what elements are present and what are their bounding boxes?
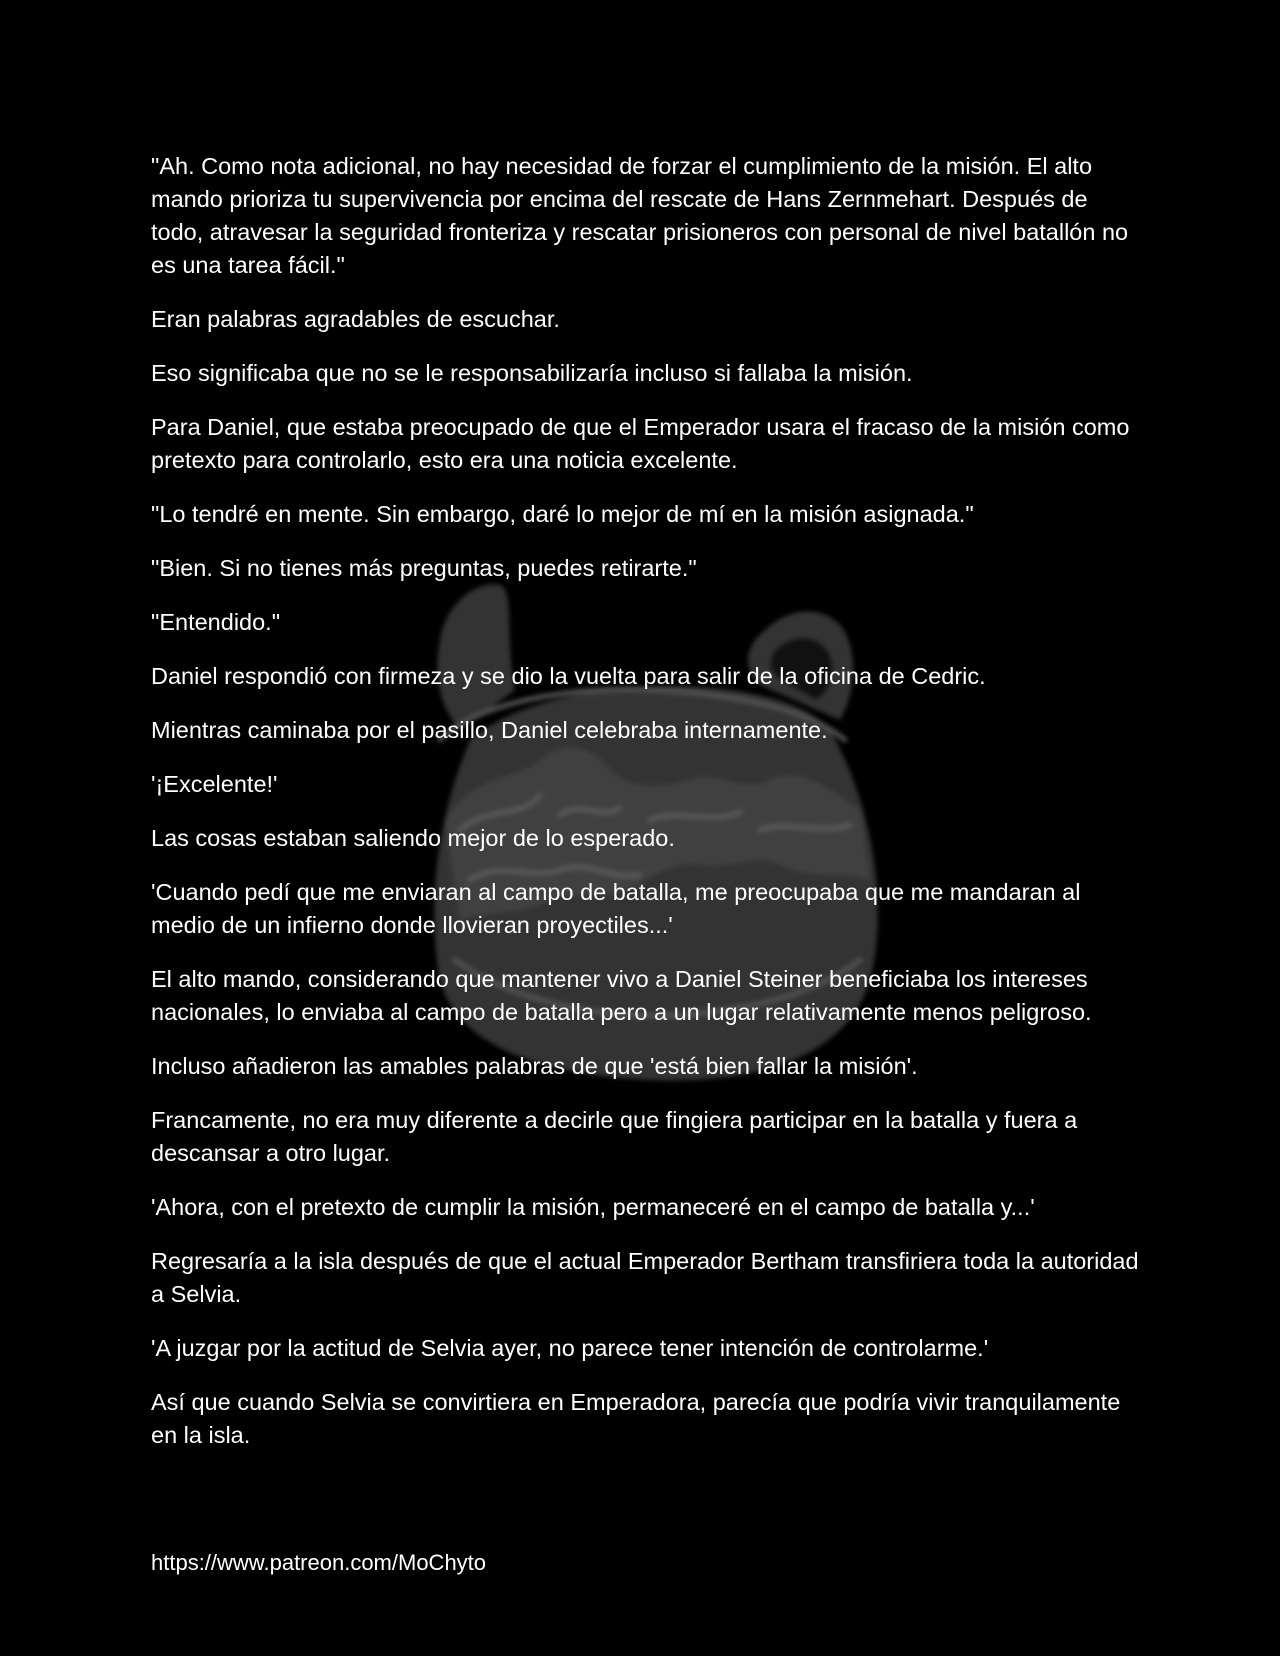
paragraph: "Entendido." [151, 609, 281, 635]
paragraph: Francamente, no era muy diferente a decirle que fingiera participar en la batalla y fuera a descansar a otro lugar. [151, 1107, 1078, 1166]
paragraph: Para Daniel, que estaba preocupado de que el Emperador usara el fracaso de la misión como pretexto para controlarlo, esto era una noticia excelente. [151, 414, 1130, 473]
paragraph: Regresaría a la isla después de que el actual Emperador Bertham transfiriera toda la autoridad a Selvia. [151, 1248, 1139, 1307]
paragraph: Incluso añadieron las amables palabras de que 'está bien fallar la misión'. [151, 1053, 918, 1079]
paragraph: Las cosas estaban saliendo mejor de lo esperado. [151, 825, 675, 851]
paragraph: 'Ahora, con el pretexto de cumplir la misión, permaneceré en el campo de batalla y...' [151, 1194, 1035, 1220]
chapter-text [151, 150, 1141, 1473]
paragraph: Daniel respondió con firmeza y se dio la vuelta para salir de la oficina de Cedric. [151, 663, 986, 689]
paragraph: Eran palabras agradables de escuchar. [151, 306, 560, 332]
paragraph: "Bien. Si no tienes más preguntas, puedes retirarte." [151, 555, 697, 581]
paragraph: 'A juzgar por la actitud de Selvia ayer, no parece tener intención de controlarme.' [151, 1335, 989, 1361]
paragraph: '¡Excelente!' [151, 771, 278, 797]
paragraph: Mientras caminaba por el pasillo, Daniel celebraba internamente. [151, 717, 828, 743]
paragraph: 'Cuando pedí que me enviaran al campo de batalla, me preocupaba que me mandaran al medio de un infierno donde llovieran proyectiles...' [151, 879, 1081, 938]
paragraph: Así que cuando Selvia se convirtiera en Emperadora, parecía que podría vivir tranquilamente en la isla. [151, 1389, 1121, 1448]
paragraph: "Lo tendré en mente. Sin embargo, daré lo mejor de mí en la misión asignada." [151, 501, 974, 527]
paragraph: Eso significaba que no se le responsabilizaría incluso si fallaba la misión. [151, 360, 913, 386]
patreon-link[interactable]: https://www.patreon.com/MoChyto [151, 1550, 487, 1575]
paragraph: El alto mando, considerando que mantener vivo a Daniel Steiner beneficiaba los intereses nacionales, lo enviaba al campo de batalla pero a un lugar relativamente menos peligroso. [151, 966, 1092, 1025]
paragraph: "Ah. Como nota adicional, no hay necesidad de forzar el cumplimiento de la misión. El alto mando prioriza tu supervivencia por encima del rescate de Hans Zernmehart. Después de todo, atravesar la seguridad fronteriza y rescatar prisioneros con personal de nivel batallón no es una tarea fácil." [151, 153, 1129, 278]
